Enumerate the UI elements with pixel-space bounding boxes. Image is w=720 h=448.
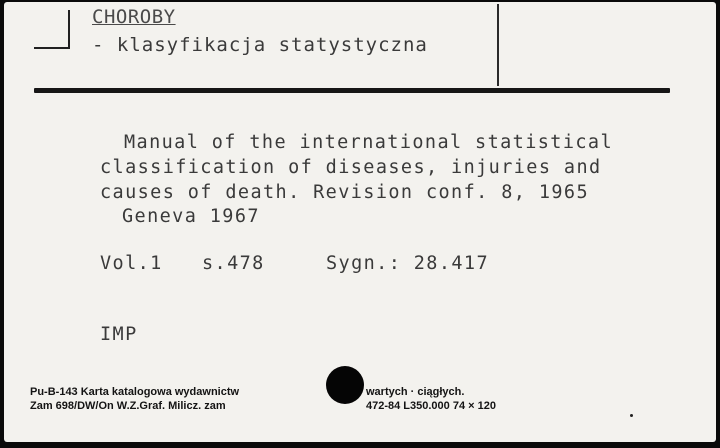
call-number: Sygn.: 28.417: [326, 253, 489, 274]
subject-heading: CHOROBY: [92, 6, 176, 28]
header-bracket-vertical: [68, 10, 70, 48]
footer-line-1-right: wartych · ciągłych.: [366, 386, 465, 398]
volume-number: Vol.1: [100, 253, 163, 274]
punch-hole: [326, 366, 364, 404]
footer-line-1-left: Pu-B-143 Karta katalogowa wydawnictw: [30, 386, 240, 398]
ink-speck: [630, 414, 633, 417]
footer-line-2-left: Zam 698/DW/On W.Z.Graf. Milicz. zam: [30, 400, 226, 412]
library-code: IMP: [100, 324, 138, 345]
title-line-2: classification of diseases, injuries and: [100, 157, 602, 178]
title-line-1: Manual of the international statistical: [124, 132, 613, 153]
subject-subheading: - klasyfikacja statystyczna: [92, 34, 428, 56]
catalog-card: [4, 2, 716, 442]
title-line-3: causes of death. Revision conf. 8, 1965: [100, 182, 589, 203]
header-right-divider: [497, 4, 499, 86]
header-bracket-horizontal: [34, 47, 70, 49]
page-count: s.478: [202, 253, 265, 274]
footer-line-2-right: 472-84 L350.000 74 × 120: [366, 400, 496, 412]
header-rule: [34, 88, 670, 93]
imprint-line: Geneva 1967: [122, 206, 260, 227]
